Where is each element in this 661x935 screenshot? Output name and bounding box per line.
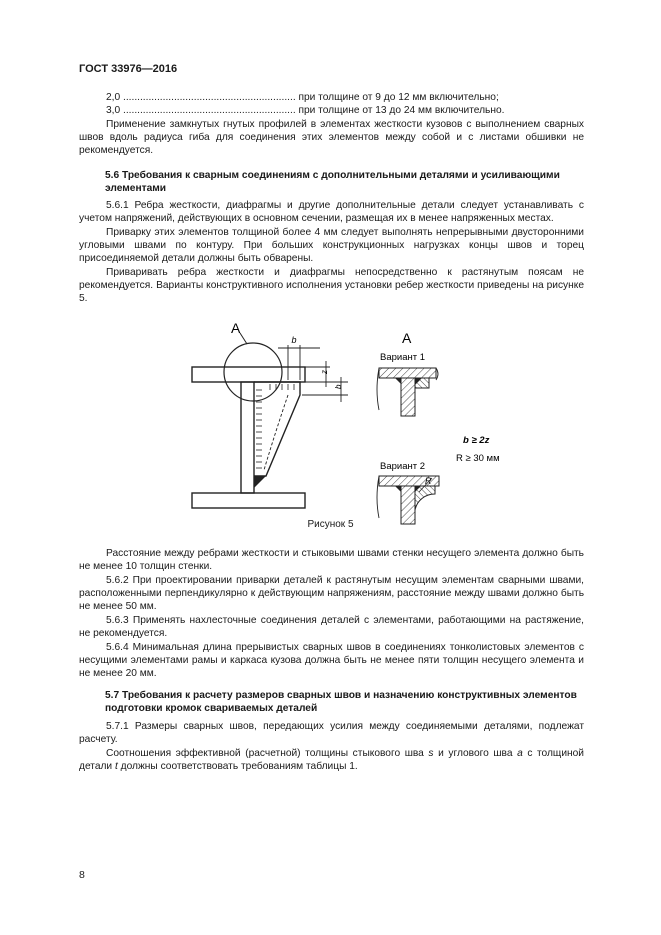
paragraph: Приваривать ребра жесткости и диафрагмы непосредственно к растянутым поясам не рекомендуется. Варианты конструктивного исполнения установки ребер жесткости приведены на рисунке 5.: [79, 267, 584, 304]
paragraph: Расстояние между ребрами жесткости и стыковыми швами стенки несущего элемента должно быть не менее 10 толщин стенки.: [79, 548, 584, 572]
paragraph-table-reference: Соотношения эффективной (расчетной) толщины стыкового шва s и углового шва a с толщиной детали t должны соответствовать требованиям таблицы 1.: [79, 748, 584, 772]
variant-1-label: Вариант 1: [380, 352, 426, 363]
detail-title: A: [402, 330, 412, 346]
dimension-b-top: [278, 345, 320, 380]
dim-label-b-side: b: [334, 384, 343, 389]
bottom-flange: [192, 493, 305, 508]
dimension-side: [302, 361, 348, 402]
callout-label: A: [231, 320, 241, 336]
dim-label-z: z: [320, 370, 329, 374]
variant-1-detail: [377, 368, 438, 416]
detail-callout-circle: [224, 343, 282, 401]
dim-label-b-top: b: [291, 335, 297, 345]
paragraph: 5.6.3 Применять нахлесточные соединения деталей с элементами, работающими на растяжение, не рекомендуется.: [79, 615, 584, 639]
paragraph: 5.6.2 При проектировании приварки деталей к растянутым несущим элементам сварными швами, расположенными перпендикулярно к действующим напряжениям, расстояние между швами должно быть не менее 50 мм.: [79, 575, 584, 612]
paragraph: Приварку этих элементов толщиной более 4 мм следует выполнять непрерывными двусторонними угловыми швами по контуру. При больших конструкционных нагрузках концы швов и торец присоединяемой детали должны быть обварены.: [79, 227, 584, 264]
text-line-1: 2,0 ............................................................. при толщине от 9 до 12 мм включительно;: [106, 92, 499, 103]
radius-label: R: [425, 476, 432, 486]
variant-2-label: Вариант 2: [380, 461, 426, 472]
paragraph: 5.6.1 Ребра жесткости, диафрагмы и другие дополнительные детали следует устанавливать с учетом напряжений, действующих в основном сечении, размещая их в менее напряженных местах.: [79, 200, 584, 224]
document-header: ГОСТ 33976—2016: [79, 63, 178, 75]
text-line-2: 3,0 ............................................................. при толщине от 13 до 24 мм включительно.: [106, 105, 505, 116]
paragraph: 5.6.4 Минимальная длина прерывистых сварных швов в соединениях тонколистовых элементов с несущими элементами рамы и каркаса кузова должна быть не менее пяти толщин несущего элемента и не менее 20 мм.: [79, 642, 584, 679]
figure-caption: Рисунок 5: [307, 519, 354, 530]
paragraph: Применение замкнутых гнутых профилей в элементах жесткости кузовов с выполнением сварных швов вдоль радиуса гиба для соединения этих элементов между собой и с листами обшивки не рекомендуется.: [79, 119, 584, 156]
section-heading-5-7: 5.7 Требования к расчету размеров сварных швов и назначению конструктивных элементов подготовки кромок свариваемых деталей: [105, 690, 577, 714]
paragraph: 5.7.1 Размеры сварных швов, передающих усилия между соединяемыми деталями, подлежат расчету.: [79, 721, 584, 745]
section-heading-5-6: 5.6 Требования к сварным соединениям с дополнительными деталями и усиливающими элементами: [105, 170, 560, 194]
condition-r: R ≥ 30 мм: [456, 453, 500, 464]
page-number: 8: [79, 869, 85, 881]
condition-b: b ≥ 2z: [463, 435, 490, 446]
